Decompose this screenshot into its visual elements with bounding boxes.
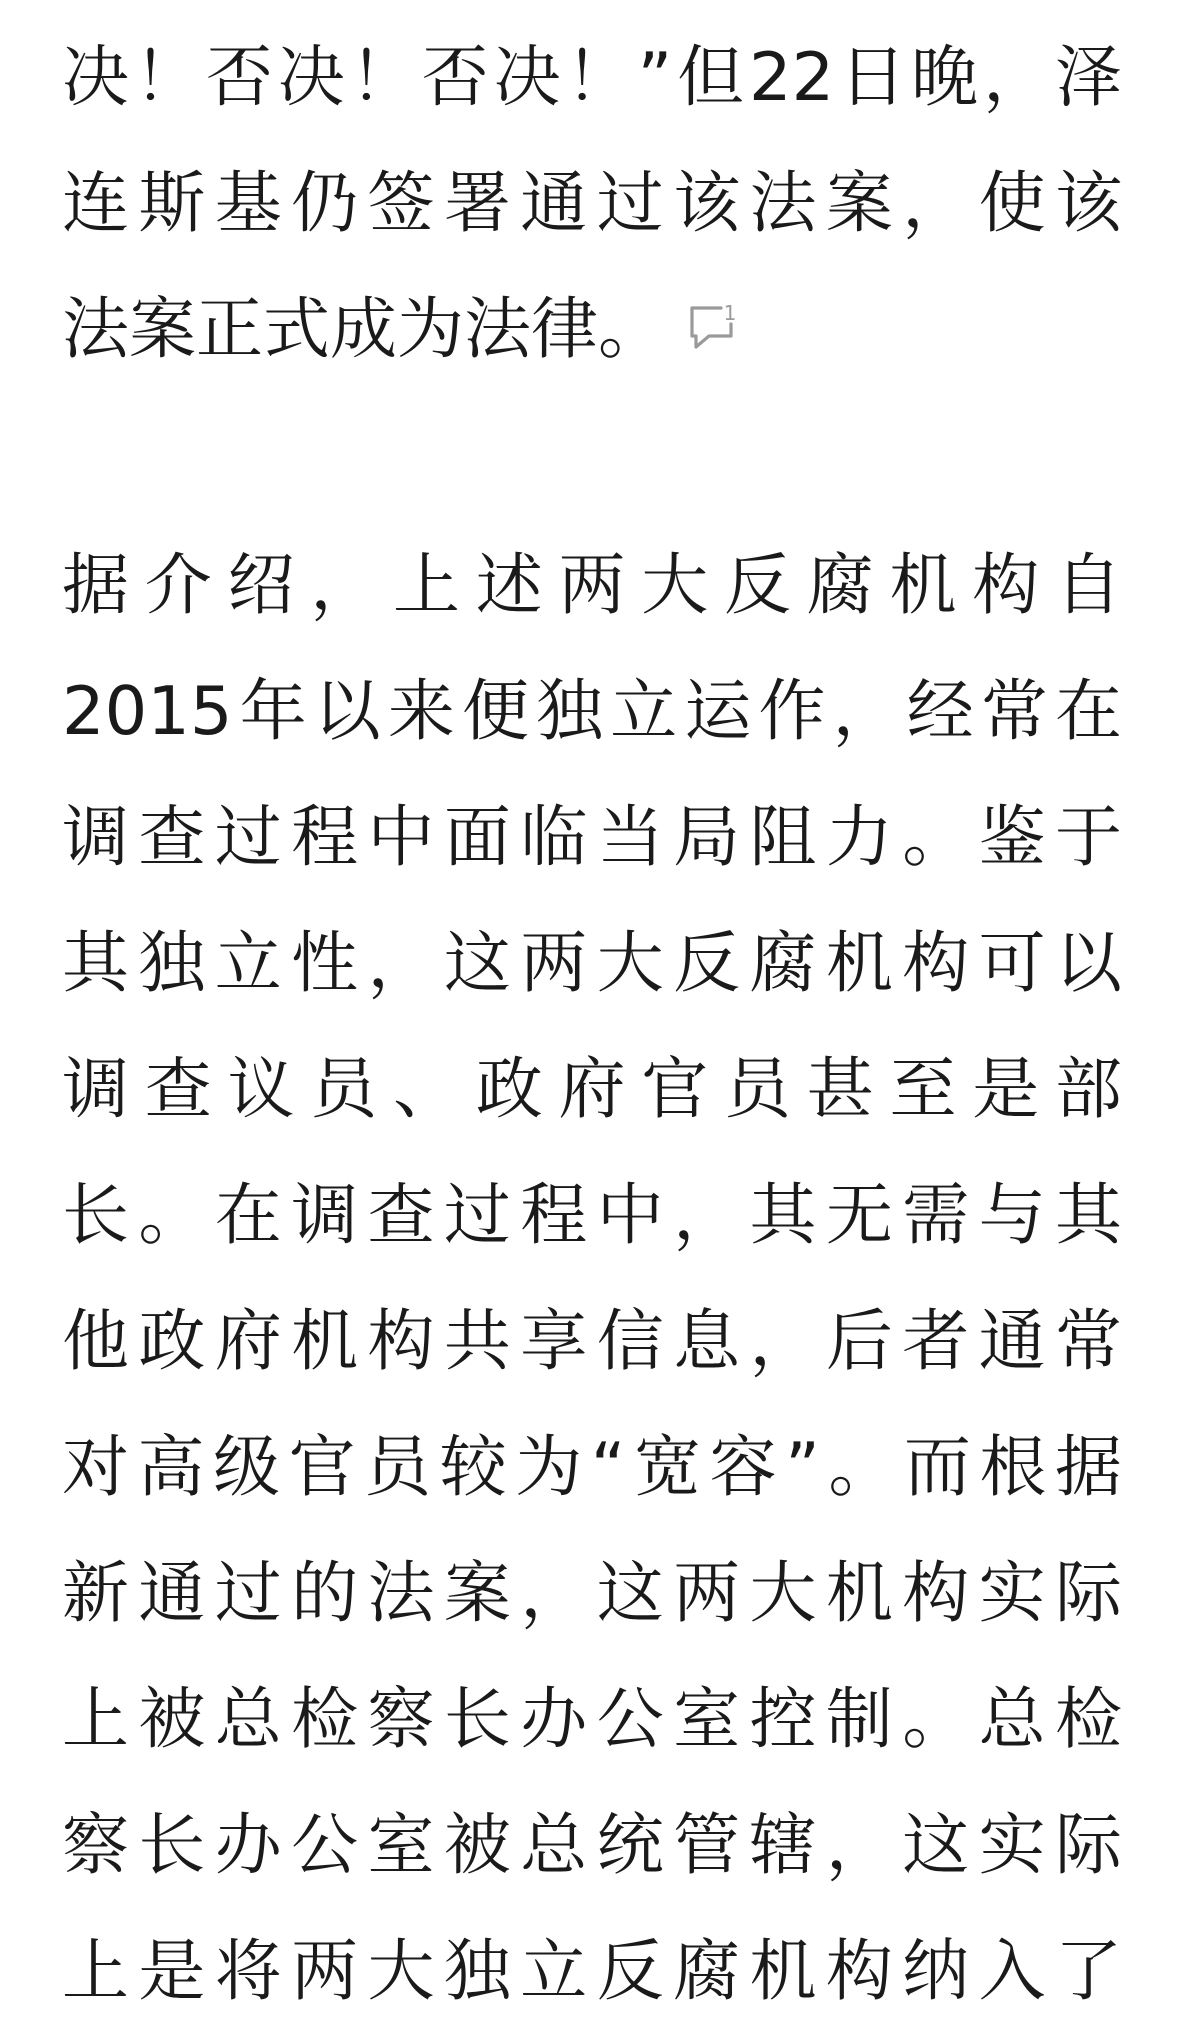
text-line: 上被总检察长办公室控制。总检 — [62, 1680, 1122, 1758]
text-line-with-comment — [62, 266, 1122, 392]
paragraph-1 — [62, 14, 1122, 392]
text-line: 上是将两大独立反腐机构纳入了 — [62, 1932, 1122, 2010]
text-line: 对高级官员较为“宽容”。而根据 — [62, 1428, 1122, 1506]
text-line: 据介绍，上述两大反腐机构自 — [62, 546, 1122, 624]
text-line: 他政府机构共享信息，后者通常 — [62, 1302, 1122, 1380]
text-line: 法案正式成为法律。 — [62, 290, 665, 368]
text-line: 调查议员、政府官员甚至是部 — [62, 1050, 1122, 1128]
paragraph-spacer — [62, 392, 1122, 522]
text-line: 新通过的法案，这两大机构实际 — [62, 1554, 1122, 1632]
text-line: 调查过程中面临当局阻力。鉴于 — [62, 798, 1122, 876]
text-line: 2015年以来便独立运作，经常在 — [62, 672, 1122, 750]
text-line: 连斯基仍签署通过该法案，使该 — [62, 164, 1122, 242]
text-line: 察长办公室被总统管辖，这实际 — [62, 1806, 1122, 1884]
paragraph-2 — [62, 522, 1122, 2034]
text-line: 决！否决！否决！”但22日晚，泽 — [62, 38, 1122, 116]
paragraph-comment-button[interactable] — [687, 266, 739, 392]
text-line: 长。在调查过程中，其无需与其 — [62, 1176, 1122, 1254]
comment-count: 1 — [723, 302, 737, 326]
text-line: 其独立性，这两大反腐机构可以 — [62, 924, 1122, 1002]
article-body — [62, 14, 1122, 2034]
comment-bubble-icon — [687, 302, 739, 352]
